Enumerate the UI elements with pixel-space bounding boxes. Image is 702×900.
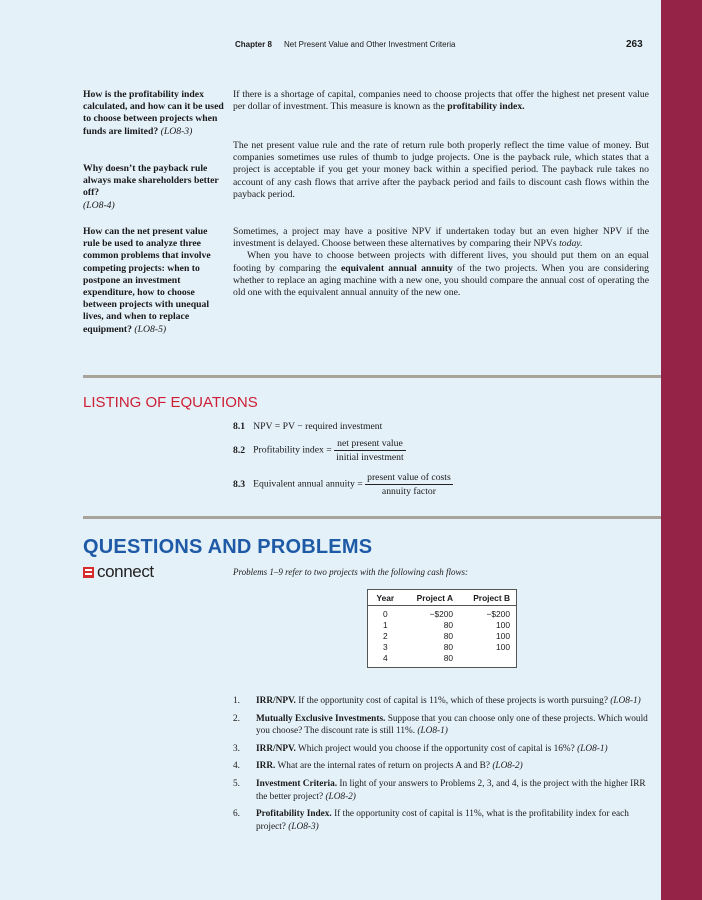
summary-answer-2: The net present value rule and the rate of return rule both properly reflect the time value of money. But companies sometimes use rules of thumb to judge projects. One is the payback rule, which states that a project is acceptable if you get your money back within a specified period. The payback rule takes no account of any cash flows that arrive after the payback period and fails to discount cash flows within the payback period. — [233, 140, 649, 200]
sidebar-color-band — [661, 0, 702, 900]
problem-item: 2. Mutually Exclusive Investments. Suppose that you can choose only one of these projects. Which would you choose? The discount rate is still 11%. (LO8-1) — [233, 713, 648, 737]
problem-item: 5. Investment Criteria. In light of your answers to Problems 2, 3, and 4, is the project with the higher IRR the better project? (LO8-2) — [233, 778, 646, 802]
equation-8-3: 8.3 Equivalent annual annuity = $\frac{\text{present value of costs}}{\text{annuity factor}}$ — [233, 472, 451, 497]
summary-question-1: How is the profitability index calculated, and how can it be used to choose between projects when funds are limited? (LO8-3) — [83, 89, 224, 137]
connect-icon — [83, 567, 94, 578]
equation-8-1: 8.1 NPV = PV − required investment — [233, 421, 383, 432]
problem-item: 3. IRR/NPV. Which project would you choose if the opportunity cost of capital is 16%? (LO8-1) — [233, 743, 608, 754]
running-header — [0, 40, 661, 54]
equivalent-annuity-fraction: $\frac{\text{present value of costs}}{\text{annuity factor}}$ — [367, 472, 451, 497]
column-header: Project B — [459, 590, 516, 606]
column-header: Year — [368, 590, 403, 606]
questions-heading: QUESTIONS AND PROBLEMS — [83, 536, 373, 558]
section-divider — [83, 375, 661, 378]
problems-intro: Problems 1–9 refer to two projects with the following cash flows: — [233, 567, 468, 577]
problem-item: 1. IRR/NPV. If the opportunity cost of capital is 11%, which of these projects is worth pursuing? (LO8-1) — [233, 696, 641, 706]
summary-answer-3: Sometimes, a project may have a positive NPV if undertaken today but an even higher NPV if the investment is delayed. Choose between these alternatives by comparing their NPVs today. When you have to choose between projects with different lives, you should put them on an equal footing by comparing the equivalent annual annuity of the two projects. When you are considering whether to replace an aging machine with a new one, you should compare the annual cost of operating the old one with the equivalent annual annuity of the new one. — [233, 226, 649, 299]
section-divider-2 — [83, 516, 661, 519]
summary-question-2: Why doesn’t the payback rule always make shareholders better off? (LO8-4) — [83, 163, 219, 211]
chapter-title: Net Present Value and Other Investment Criteria — [284, 40, 456, 49]
equation-8-2: 8.2 Profitability index = $\frac{\text{net present value}}{\text{initial investment}}$ — [233, 438, 404, 463]
table-row: 2 80 100 — [382, 631, 510, 641]
table-row: 0 −$200 −$200 — [382, 609, 510, 619]
table-row: 1 80 100 — [382, 620, 510, 630]
table-row: 4 80 — [382, 653, 454, 663]
chapter-label: Chapter 8 — [235, 40, 272, 49]
equations-heading: LISTING OF EQUATIONS — [83, 394, 258, 411]
page-number: 263 — [626, 39, 643, 50]
problem-item: 4. IRR. What are the internal rates of return on projects A and B? (LO8-2) — [233, 761, 523, 772]
column-header: Project A — [403, 590, 459, 606]
cash-flow-table — [367, 589, 517, 668]
table-row: 3 80 100 — [382, 642, 510, 652]
summary-question-3: How can the net present value rule be used to analyze three common problems that involve competing projects: when to postpone an investment expenditure, how to choose between projects with unequal lives, and when to replace equipment? (LO8-5) — [83, 226, 211, 335]
profitability-index-fraction: $\frac{\text{net present value}}{\text{initial investment}}$ — [336, 438, 404, 463]
problem-list — [233, 695, 649, 838]
problem-item: 6. Profitability Index. If the opportunity cost of capital is 11%, what is the profitability index for each project? (LO8-3) — [233, 809, 629, 832]
summary-answer-1: If there is a shortage of capital, companies need to choose projects that offer the highest net present value per dollar of investment. This measure is known as the profitability index. — [233, 89, 649, 113]
